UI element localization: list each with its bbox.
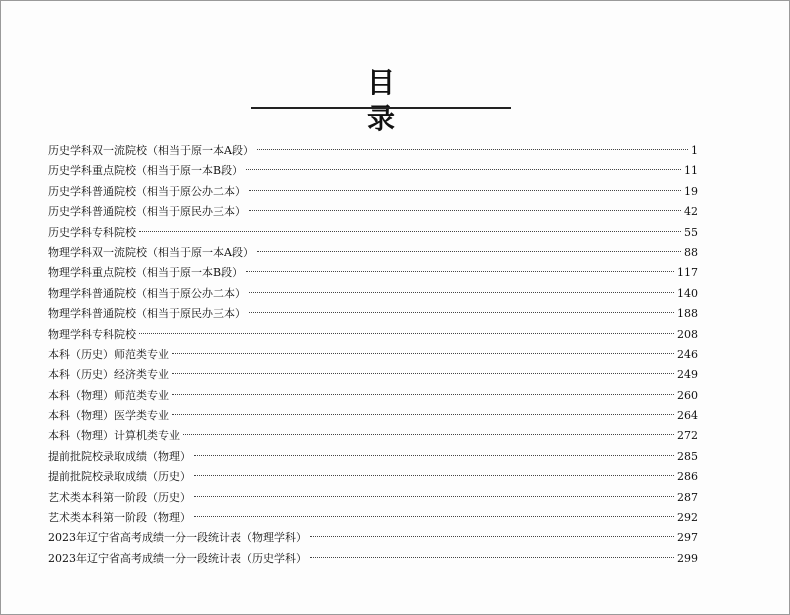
leader-dots <box>310 557 674 558</box>
toc-entry <box>48 549 698 569</box>
toc-entry-page: 140 <box>677 286 698 300</box>
leader-dots <box>139 231 681 232</box>
toc-entry <box>48 467 698 487</box>
toc-entry <box>48 304 698 324</box>
toc-entry-page: 208 <box>677 327 698 341</box>
toc-entry-label: 本科（物理）计算机类专业 <box>48 429 180 443</box>
toc-entry-page: 272 <box>677 429 698 443</box>
toc-entry <box>48 386 698 406</box>
toc-entry <box>48 345 698 365</box>
toc-entry-page: 1 <box>691 144 698 157</box>
toc-entry-page: 11 <box>684 164 698 178</box>
toc-entry <box>48 426 698 446</box>
toc-entry <box>48 263 698 283</box>
leader-dots <box>194 455 674 456</box>
toc-entry-label: 艺术类本科第一阶段（物理） <box>48 511 191 525</box>
toc-entry-label: 物理学科普通院校（相当于原民办三本） <box>48 307 246 321</box>
leader-dots <box>172 353 674 354</box>
toc-entry-label: 2023年辽宁省高考成绩一分一段统计表（历史学科） <box>48 551 307 565</box>
toc-entry <box>48 406 698 426</box>
toc-entry-label: 艺术类本科第一阶段（历史） <box>48 490 191 504</box>
toc-entry-page: 285 <box>677 449 698 463</box>
toc-entry <box>48 141 698 161</box>
toc-entry <box>48 325 698 345</box>
toc-entry-label: 本科（物理）师范类专业 <box>48 388 169 402</box>
toc-entry-label: 本科（物理）医学类专业 <box>48 409 169 423</box>
leader-dots <box>246 169 681 170</box>
toc-entry-page: 42 <box>684 205 698 219</box>
leader-dots <box>257 149 688 150</box>
title-underline <box>251 107 511 109</box>
toc-entry <box>48 284 698 304</box>
toc-entry-page: 55 <box>684 225 698 239</box>
toc-entry-page: 19 <box>684 184 698 198</box>
leader-dots <box>172 414 674 415</box>
toc-entry-page: 117 <box>677 266 698 280</box>
leader-dots <box>249 210 681 211</box>
leader-dots <box>249 190 681 191</box>
toc-entry-label: 物理学科双一流院校（相当于原一本A段） <box>48 245 254 259</box>
toc-entry-page: 292 <box>677 511 698 525</box>
toc-entry-page: 188 <box>677 307 698 321</box>
toc-entry <box>48 365 698 385</box>
toc-entry-label: 物理学科普通院校（相当于原公办二本） <box>48 286 246 300</box>
toc-entry-label: 物理学科专科院校 <box>48 327 136 341</box>
leader-dots <box>183 434 674 435</box>
toc-entry <box>48 202 698 222</box>
toc-entry-page: 264 <box>677 409 698 423</box>
toc-entry-page: 260 <box>677 388 698 402</box>
toc-entry-page: 287 <box>677 490 698 504</box>
toc-entry-label: 本科（历史）师范类专业 <box>48 347 169 361</box>
toc-entry-page: 88 <box>684 245 698 259</box>
leader-dots <box>194 516 674 517</box>
page-title: 目 录 <box>366 66 451 135</box>
leader-dots <box>246 271 674 272</box>
toc-entry-page: 286 <box>677 470 698 484</box>
toc-entry-label: 本科（历史）经济类专业 <box>48 368 169 382</box>
toc-entry-page: 249 <box>677 368 698 382</box>
toc-entry-label: 历史学科专科院校 <box>48 225 136 239</box>
leader-dots <box>249 312 674 313</box>
leader-dots <box>194 475 674 476</box>
toc-entry-label: 物理学科重点院校（相当于原一本B段） <box>48 266 244 280</box>
leader-dots <box>139 333 674 334</box>
toc-entry <box>48 243 698 263</box>
toc-entry <box>48 508 698 528</box>
table-of-contents <box>48 141 698 569</box>
toc-entry-label: 提前批院校录取成绩（物理） <box>48 449 191 463</box>
toc-entry-label: 历史学科双一流院校（相当于原一本A段） <box>48 144 254 157</box>
toc-entry-label: 历史学科重点院校（相当于原一本B段） <box>48 164 244 178</box>
toc-entry <box>48 488 698 508</box>
leader-dots <box>194 496 674 497</box>
toc-entry-page: 299 <box>677 551 698 565</box>
toc-entry-label: 历史学科普通院校（相当于原公办二本） <box>48 184 246 198</box>
toc-entry-label: 2023年辽宁省高考成绩一分一段统计表（物理学科） <box>48 531 307 545</box>
toc-entry <box>48 182 698 202</box>
toc-entry-label: 提前批院校录取成绩（历史） <box>48 470 191 484</box>
toc-entry <box>48 161 698 181</box>
toc-entry <box>48 528 698 548</box>
toc-entry <box>48 447 698 467</box>
leader-dots <box>172 394 674 395</box>
leader-dots <box>310 536 674 537</box>
leader-dots <box>249 292 674 293</box>
toc-entry <box>48 223 698 243</box>
toc-entry-label: 历史学科普通院校（相当于原民办三本） <box>48 205 246 219</box>
toc-entry-page: 246 <box>677 347 698 361</box>
toc-entry-page: 297 <box>677 531 698 545</box>
leader-dots <box>257 251 681 252</box>
leader-dots <box>172 373 674 374</box>
